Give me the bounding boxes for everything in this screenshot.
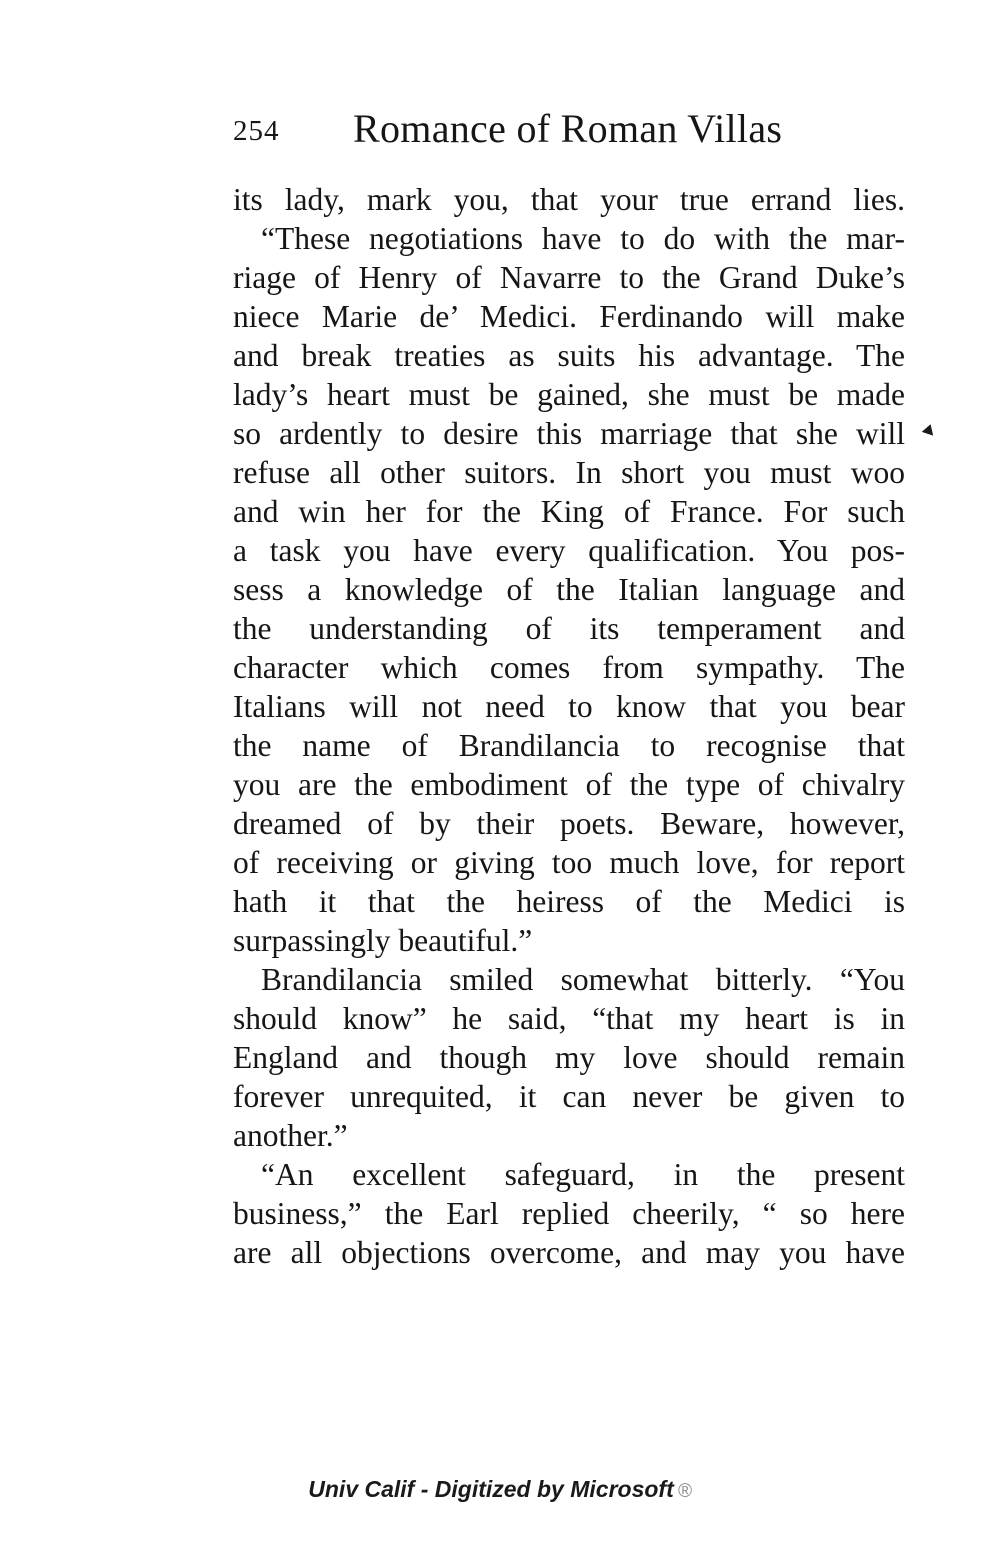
text-line: “An excellent safeguard, in the present [261,1157,905,1192]
text-line: “These negotiations have to do with the mar- [261,221,905,256]
text-line: of receiving or giving too much love, for report [233,845,905,880]
text-line: refuse all other suitors. In short you must woo [233,455,905,490]
text-line: riage of Henry of Navarre to the Grand Duke’s [233,260,905,295]
text-line: lady’s heart must be gained, she must be made [233,377,905,412]
text-line: you are the embodiment of the type of chivalry [233,767,905,802]
body-text [233,180,905,1272]
text-line: forever unrequited, it can never be given to [233,1079,905,1114]
page-header [233,105,913,155]
footer-mark: ® [677,1481,692,1502]
text-line: business,” the Earl replied cheerily, “ so here [233,1196,905,1231]
text-line: Brandilancia smiled somewhat bitterly. “You [261,962,905,997]
text-line: and break treaties as suits his advantage. The [233,338,905,373]
text-line: are all objections overcome, and may you have [233,1235,905,1270]
text-line: hath it that the heiress of the Medici is [233,884,905,919]
text-line: Italians will not need to know that you bear [233,689,905,724]
text-line: character which comes from sympathy. The [233,650,905,685]
digitization-footer [0,1476,1000,1503]
text-line: surpassingly beautiful.” [233,923,533,958]
margin-arrow-icon [922,422,937,435]
text-line: another.” [233,1118,348,1153]
text-line: the name of Brandilancia to recognise that [233,728,905,763]
footer-text: Univ Calif - Digitized by Microsoft [308,1476,674,1502]
text-line: so ardently to desire this marriage that she will [233,416,905,451]
text-line: should know” he said, “that my heart is in [233,1001,905,1036]
text-line: a task you have every qualification. You pos- [233,533,905,568]
running-title: Romance of Roman Villas [353,106,783,151]
text-line: the understanding of its temperament and [233,611,905,646]
text-line: sess a knowledge of the Italian language and [233,572,905,607]
text-line: niece Marie de’ Medici. Ferdinando will make [233,299,905,334]
text-line: dreamed of by their poets. Beware, however, [233,806,905,841]
page-number: 254 [233,115,280,147]
text-line: and win her for the King of France. For such [233,494,905,529]
text-line: England and though my love should remain [233,1040,905,1075]
text-line: its lady, mark you, that your true errand lies. [233,182,905,217]
